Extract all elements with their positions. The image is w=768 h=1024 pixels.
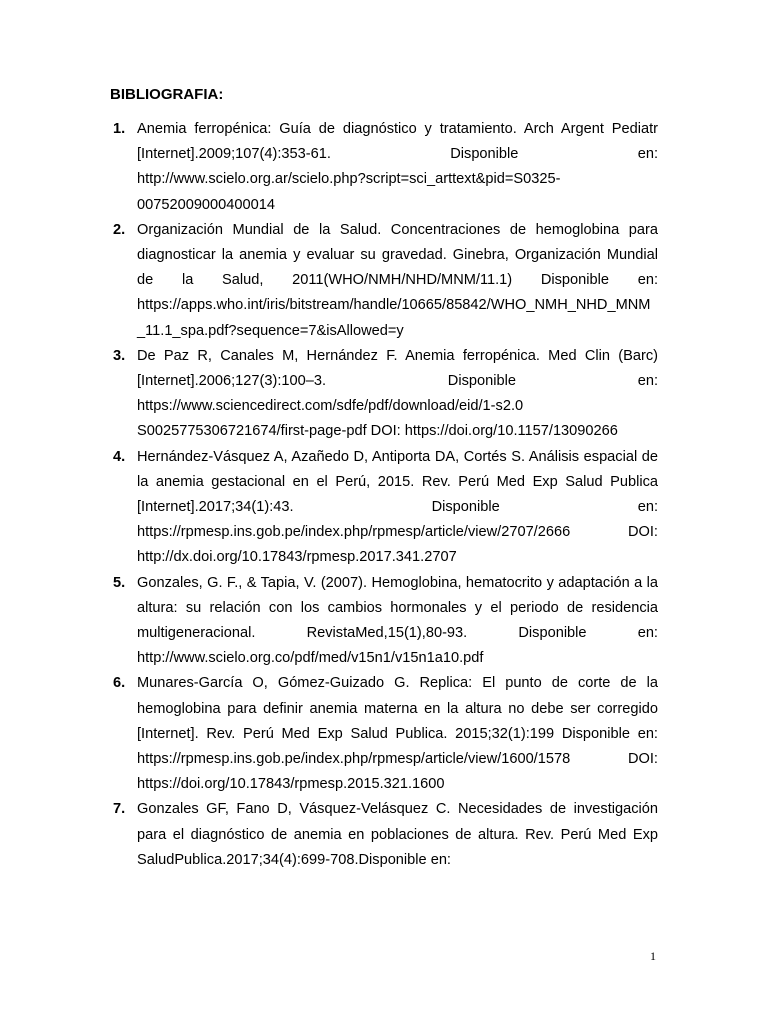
reference-item-3 <box>0 344 658 445</box>
reference-number: 6. <box>113 675 126 692</box>
reference-text: Organización Mundial de la Salud. Concentraciones de hemoglobina para diagnosticar la anemia y evaluar su gravedad. Ginebra, Organización Mundial de la Salud, 2011(WHO/NMH/NHD/MNM/11.1) Disponible en: https://apps.who.int/iris/bitstream/handle/10665/85842/WHO_NMH_NHD_MNM_11.1_spa.pdf?sequence=7&isAllowed=y <box>137 221 658 339</box>
reference-item-5 <box>0 571 658 672</box>
reference-item-2 <box>0 218 658 344</box>
reference-list <box>0 117 768 873</box>
reference-number: 5. <box>113 574 126 591</box>
reference-text: Gonzales, G. F., & Tapia, V. (2007). Hemoglobina, hematocrito y adaptación a la altura: su relación con los cambios hormonales y el periodo de residencia multigeneracional. RevistaMed,15(1),80-93. Disponible en: http://www.scielo.org.co/pdf/med/v15n1/v15n1a10.pdf <box>137 574 658 667</box>
reference-text: Hernández-Vásquez A, Azañedo D, Antiporta DA, Cortés S. Análisis espacial de la anemia gestacional en el Perú, 2015. Rev. Perú Med Exp Salud Publica [Internet].2017;34(1):43. Disponible en: https://rpmesp.ins.gob.pe/index.php/rpmesp/article/view/2707/2666 DOI: http://dx.doi.org/10.17843/rpmesp.2017.341.2707 <box>137 448 658 566</box>
reference-number: 2. <box>113 221 126 238</box>
bibliography-heading: BIBLIOGRAFIA: <box>110 86 224 103</box>
reference-number: 4. <box>113 448 126 465</box>
reference-number: 3. <box>113 347 126 364</box>
reference-text: De Paz R, Canales M, Hernández F. Anemia ferropénica. Med Clin (Barc) [Internet].2006;127(3):100–3. Disponible en: https://www.sciencedirect.com/sdfe/pdf/download/eid/1-s2.0 S0025775306721674/first-page-pdf DOI: https://doi.org/10.1157/13090266 <box>137 347 658 440</box>
page-number: 1 <box>650 949 656 963</box>
reference-item-4 <box>0 445 658 571</box>
reference-number: 7. <box>113 801 126 818</box>
reference-item-7 <box>0 797 658 873</box>
reference-text: Munares-García O, Gómez-Guizado G. Replica: El punto de corte de la hemoglobina para definir anemia materna en la altura no debe ser corregido [Internet]. Rev. Perú Med Exp Salud Publica. 2015;32(1):199 Disponible en: https://rpmesp.ins.gob.pe/index.php/rpmesp/article/view/1600/1578 DOI: https://doi.org/10.17843/rpmesp.2015.321.1600 <box>137 675 658 793</box>
reference-number: 1. <box>113 121 126 137</box>
reference-item-6 <box>0 671 658 797</box>
reference-text: Anemia ferropénica: Guía de diagnóstico y tratamiento. Arch Argent Pediatr [Internet].2009;107(4):353-61. Disponible en: http://www.scielo.org.ar/scielo.php?script=sci_arttext&pid=S0325-00752009000400014 <box>137 121 658 213</box>
reference-text: Gonzales GF, Fano D, Vásquez-Velásquez C. Necesidades de investigación para el diagnóstico de anemia en poblaciones de altura. Rev. Perú Med Exp SaludPublica.2017;34(4):699-708.Disponible en: <box>137 801 658 868</box>
reference-item-1 <box>0 117 658 218</box>
